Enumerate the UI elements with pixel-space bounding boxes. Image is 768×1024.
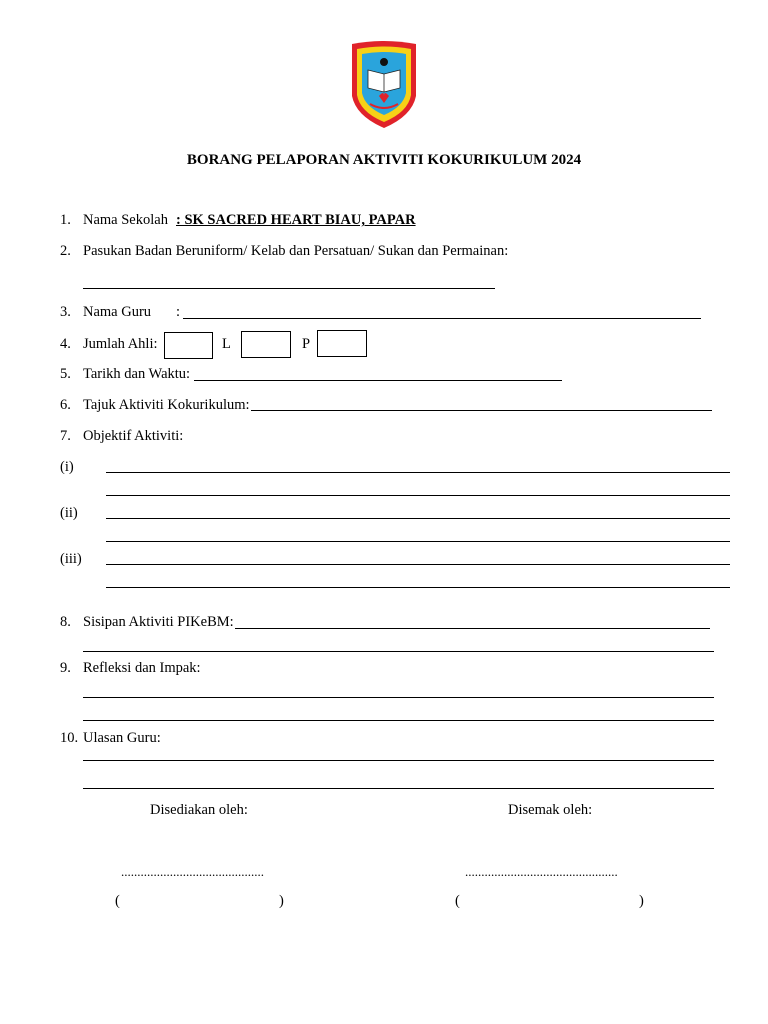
item-8-number: 8. (60, 614, 71, 630)
item-2-number: 2. (60, 243, 71, 259)
objective-sub-ii: (ii) (60, 505, 78, 521)
school-crest-icon (348, 40, 420, 130)
school-name-label: Nama Sekolah (83, 212, 168, 228)
prepared-by-signature-line[interactable]: ............................................ (121, 864, 264, 879)
teacher-comment-line-2[interactable] (83, 788, 714, 789)
objective-i-line-2[interactable] (106, 495, 730, 496)
objective-ii-line-1[interactable] (106, 518, 730, 519)
objective-sub-iii: (iii) (60, 551, 82, 567)
item-9-number: 9. (60, 660, 71, 676)
item-3-number: 3. (60, 304, 71, 320)
checked-by-label: Disemak oleh: (508, 802, 593, 818)
male-count-box[interactable] (241, 331, 291, 358)
objective-iii-line-2[interactable] (106, 587, 730, 588)
activity-title-field[interactable] (251, 410, 712, 411)
checked-by-close-paren: ) (639, 893, 644, 909)
female-label: P (302, 336, 311, 352)
unit-type-field[interactable] (83, 288, 495, 289)
form-title: BORANG PELAPORAN AKTIVITI KOKURIKULUM 2024 (186, 152, 582, 168)
pikebm-label: Sisipan Aktiviti PIKeBM: (83, 614, 234, 630)
objective-i-line-1[interactable] (106, 472, 730, 473)
reflection-label: Refleksi dan Impak: (83, 660, 201, 676)
checked-by-open-paren: ( (455, 893, 460, 909)
objective-ii-line-2[interactable] (106, 541, 730, 542)
male-label: L (222, 336, 231, 352)
item-6-number: 6. (60, 397, 71, 413)
item-10-number: 10. (60, 730, 79, 746)
prepared-by-close-paren: ) (279, 893, 284, 909)
objective-iii-line-1[interactable] (106, 564, 730, 565)
item-7-number: 7. (60, 428, 71, 444)
prepared-by-label: Disediakan oleh: (150, 802, 248, 818)
item-4-number: 4. (60, 336, 71, 352)
activity-title-label: Tajuk Aktiviti Kokurikulum: (83, 397, 250, 413)
objective-label: Objektif Aktiviti: (83, 428, 184, 444)
member-count-label: Jumlah Ahli: (83, 336, 158, 352)
teacher-comment-label: Ulasan Guru: (83, 730, 161, 746)
member-total-box[interactable] (164, 332, 213, 359)
teacher-name-field[interactable] (183, 318, 701, 319)
checked-by-signature-line[interactable]: ............................................... (465, 864, 618, 879)
reflection-line-2[interactable] (83, 720, 714, 721)
unit-type-label: Pasukan Badan Beruniform/ Kelab dan Persatuan/ Sukan dan Permainan: (83, 243, 509, 259)
teacher-comment-line-1[interactable] (83, 760, 714, 761)
pikebm-field-1[interactable] (235, 628, 710, 629)
item-1-number: 1. (60, 212, 71, 228)
female-count-box[interactable] (317, 330, 367, 357)
date-time-label: Tarikh dan Waktu: (83, 366, 191, 382)
date-time-field[interactable] (194, 380, 562, 381)
teacher-name-colon: : (176, 304, 181, 320)
reflection-line-1[interactable] (83, 697, 714, 698)
school-name-value: : SK SACRED HEART BIAU, PAPAR (176, 212, 416, 228)
objective-sub-i: (i) (60, 459, 74, 475)
pikebm-field-2[interactable] (83, 651, 714, 652)
prepared-by-open-paren: ( (115, 893, 120, 909)
item-5-number: 5. (60, 366, 71, 382)
teacher-name-label: Nama Guru (83, 304, 152, 320)
